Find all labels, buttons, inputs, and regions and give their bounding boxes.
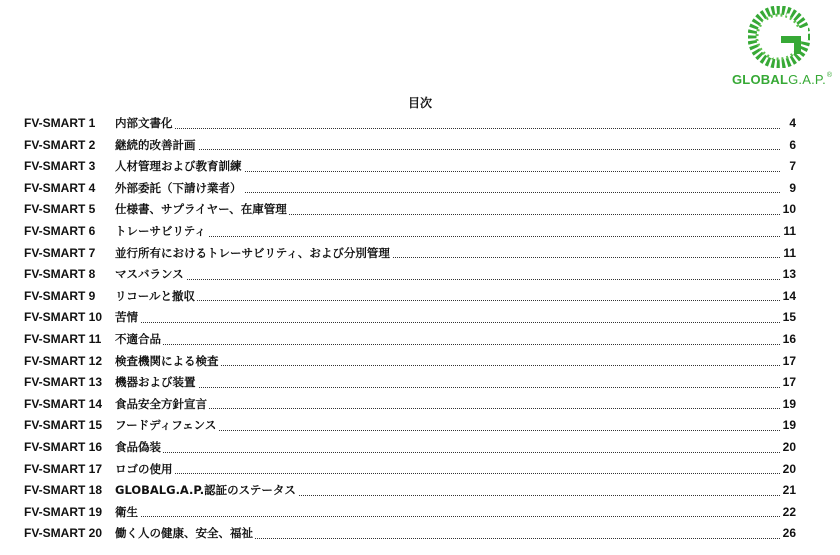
toc-entry-code: FV-SMART 4 xyxy=(24,180,96,195)
toc-entry-title: 働く人の健康、安全、福祉 xyxy=(115,523,255,545)
toc-entry-code: FV-SMART 1 xyxy=(24,116,96,130)
toc-entry[interactable] xyxy=(24,199,796,221)
toc-entry-page: 15 xyxy=(781,307,796,329)
toc-entry[interactable] xyxy=(24,329,796,351)
toc-entry-title: 食品偽装 xyxy=(115,437,163,459)
toc-dot-leader xyxy=(115,128,780,129)
toc-entry-title: 検査機関による検査 xyxy=(115,351,221,373)
toc-entry-page: 17 xyxy=(781,372,796,394)
toc-dot-leader xyxy=(115,387,780,388)
toc-dot-leader xyxy=(115,236,780,237)
toc-entry[interactable] xyxy=(24,459,796,481)
toc-entry-title: 人材管理および教育訓練 xyxy=(115,156,244,178)
toc-entry-title: 機器および装置 xyxy=(115,372,198,394)
toc-entry-code: FV-SMART 9 xyxy=(24,288,96,303)
toc-entry-page: 11 xyxy=(781,243,796,265)
toc-entry-title: 外部委託（下請け業者） xyxy=(115,178,244,200)
toc-entry-title: マスバランス xyxy=(115,264,186,286)
toc-dot-leader xyxy=(115,344,780,345)
toc-entry-title: 衛生 xyxy=(115,502,140,524)
toc-entry-title: 苦情 xyxy=(115,307,140,329)
toc-dot-leader xyxy=(115,279,780,280)
toc-entry[interactable] xyxy=(24,480,796,502)
toc-entry[interactable] xyxy=(24,415,796,437)
toc-entry-code: FV-SMART 14 xyxy=(24,396,103,411)
toc-entry-title: 並行所有におけるトレーサビリティ、および分別管理 xyxy=(115,243,392,265)
toc-dot-leader xyxy=(115,516,780,517)
toc-entry-title: 食品安全方針宣言 xyxy=(115,394,209,416)
toc-entry[interactable] xyxy=(24,135,796,157)
toc-entry[interactable] xyxy=(24,372,796,394)
toc-entry[interactable] xyxy=(24,243,796,265)
logo-registered-mark: ® xyxy=(826,72,833,79)
toc-entry-code: FV-SMART 18 xyxy=(24,483,103,498)
logo-brand-bold: GLOBAL xyxy=(732,72,789,87)
toc-entry-code: FV-SMART 20 xyxy=(24,526,103,541)
toc-entry-code: FV-SMART 19 xyxy=(24,504,103,519)
logo-brand-light: G.A.P. xyxy=(788,72,826,87)
globalgap-wordmark xyxy=(732,72,832,87)
toc-entry[interactable] xyxy=(24,351,796,373)
toc-entry-title: 内部文書化 xyxy=(115,113,175,135)
toc-entry-title: 継続的改善計画 xyxy=(115,135,198,157)
toc-entry[interactable] xyxy=(24,523,796,545)
toc-entry-code: FV-SMART 13 xyxy=(24,375,103,390)
toc-dot-leader xyxy=(115,452,780,453)
toc-dot-leader xyxy=(115,408,780,409)
toc-entry-title: フードディフェンス xyxy=(115,415,218,437)
toc-entry-code: FV-SMART 15 xyxy=(24,418,103,433)
toc-entry[interactable] xyxy=(24,178,796,200)
toc-entry-code: FV-SMART 6 xyxy=(24,223,96,238)
toc-entry-code: FV-SMART 10 xyxy=(24,310,103,325)
toc-entry-page: 13 xyxy=(781,264,796,286)
toc-entry-page: 20 xyxy=(781,459,796,481)
toc-entry-title: GLOBALG.A.P.認証のステータス xyxy=(115,480,298,502)
toc-entry-page: 26 xyxy=(781,523,796,545)
toc-dot-leader xyxy=(115,149,780,150)
toc-dot-leader xyxy=(115,473,780,474)
toc-entry[interactable] xyxy=(24,113,796,135)
toc-entry[interactable] xyxy=(24,221,796,243)
toc-list xyxy=(24,113,796,545)
toc-entry-code: FV-SMART 8 xyxy=(24,267,96,282)
toc-entry[interactable] xyxy=(24,264,796,286)
toc-entry[interactable] xyxy=(24,394,796,416)
toc-entry-code: FV-SMART 2 xyxy=(24,137,96,152)
toc-entry-page: 6 xyxy=(787,135,796,157)
toc-entry-page: 10 xyxy=(781,199,796,221)
toc-entry-page: 21 xyxy=(781,480,796,502)
toc-entry-page: 9 xyxy=(787,178,796,200)
toc-entry-page: 19 xyxy=(781,415,796,437)
toc-entry-title: 仕様書、サプライヤー、在庫管理 xyxy=(115,199,289,221)
globalgap-g-emblem-icon xyxy=(748,6,810,68)
toc-entry[interactable] xyxy=(24,286,796,308)
toc-entry-page: 17 xyxy=(781,351,796,373)
toc-entry[interactable] xyxy=(24,437,796,459)
toc-entry-code: FV-SMART 16 xyxy=(24,439,103,454)
toc-entry[interactable] xyxy=(24,156,796,178)
toc-entry-page: 7 xyxy=(787,156,796,178)
toc-entry-page: 16 xyxy=(781,329,796,351)
toc-entry-page: 14 xyxy=(781,286,796,308)
toc-entry[interactable] xyxy=(24,307,796,329)
toc-entry-code: FV-SMART 5 xyxy=(24,202,96,217)
toc-dot-leader xyxy=(115,322,780,323)
toc-entry-page: 20 xyxy=(781,437,796,459)
toc-entry-page: 11 xyxy=(781,221,796,243)
toc-entry-title: トレーサビリティ xyxy=(115,221,208,243)
toc-entry-code: FV-SMART 12 xyxy=(24,353,103,368)
toc-entry-code: FV-SMART 3 xyxy=(24,159,96,174)
globalgap-logo xyxy=(726,6,833,94)
toc-entry-title: リコールと撤収 xyxy=(115,286,197,308)
toc-dot-leader xyxy=(115,300,780,301)
toc-entry-code: FV-SMART 7 xyxy=(24,245,96,260)
toc-entry-code: FV-SMART 11 xyxy=(24,331,102,346)
toc-entry-page: 22 xyxy=(781,502,796,524)
toc-entry-title: ロゴの使用 xyxy=(115,459,175,481)
toc-entry-title: 不適合品 xyxy=(115,329,163,351)
toc-entry-code: FV-SMART 17 xyxy=(24,461,103,476)
toc-entry-page: 4 xyxy=(787,113,796,135)
toc-heading: 目次 xyxy=(407,96,432,110)
toc-entry[interactable] xyxy=(24,502,796,524)
toc-entry-page: 19 xyxy=(781,394,796,416)
